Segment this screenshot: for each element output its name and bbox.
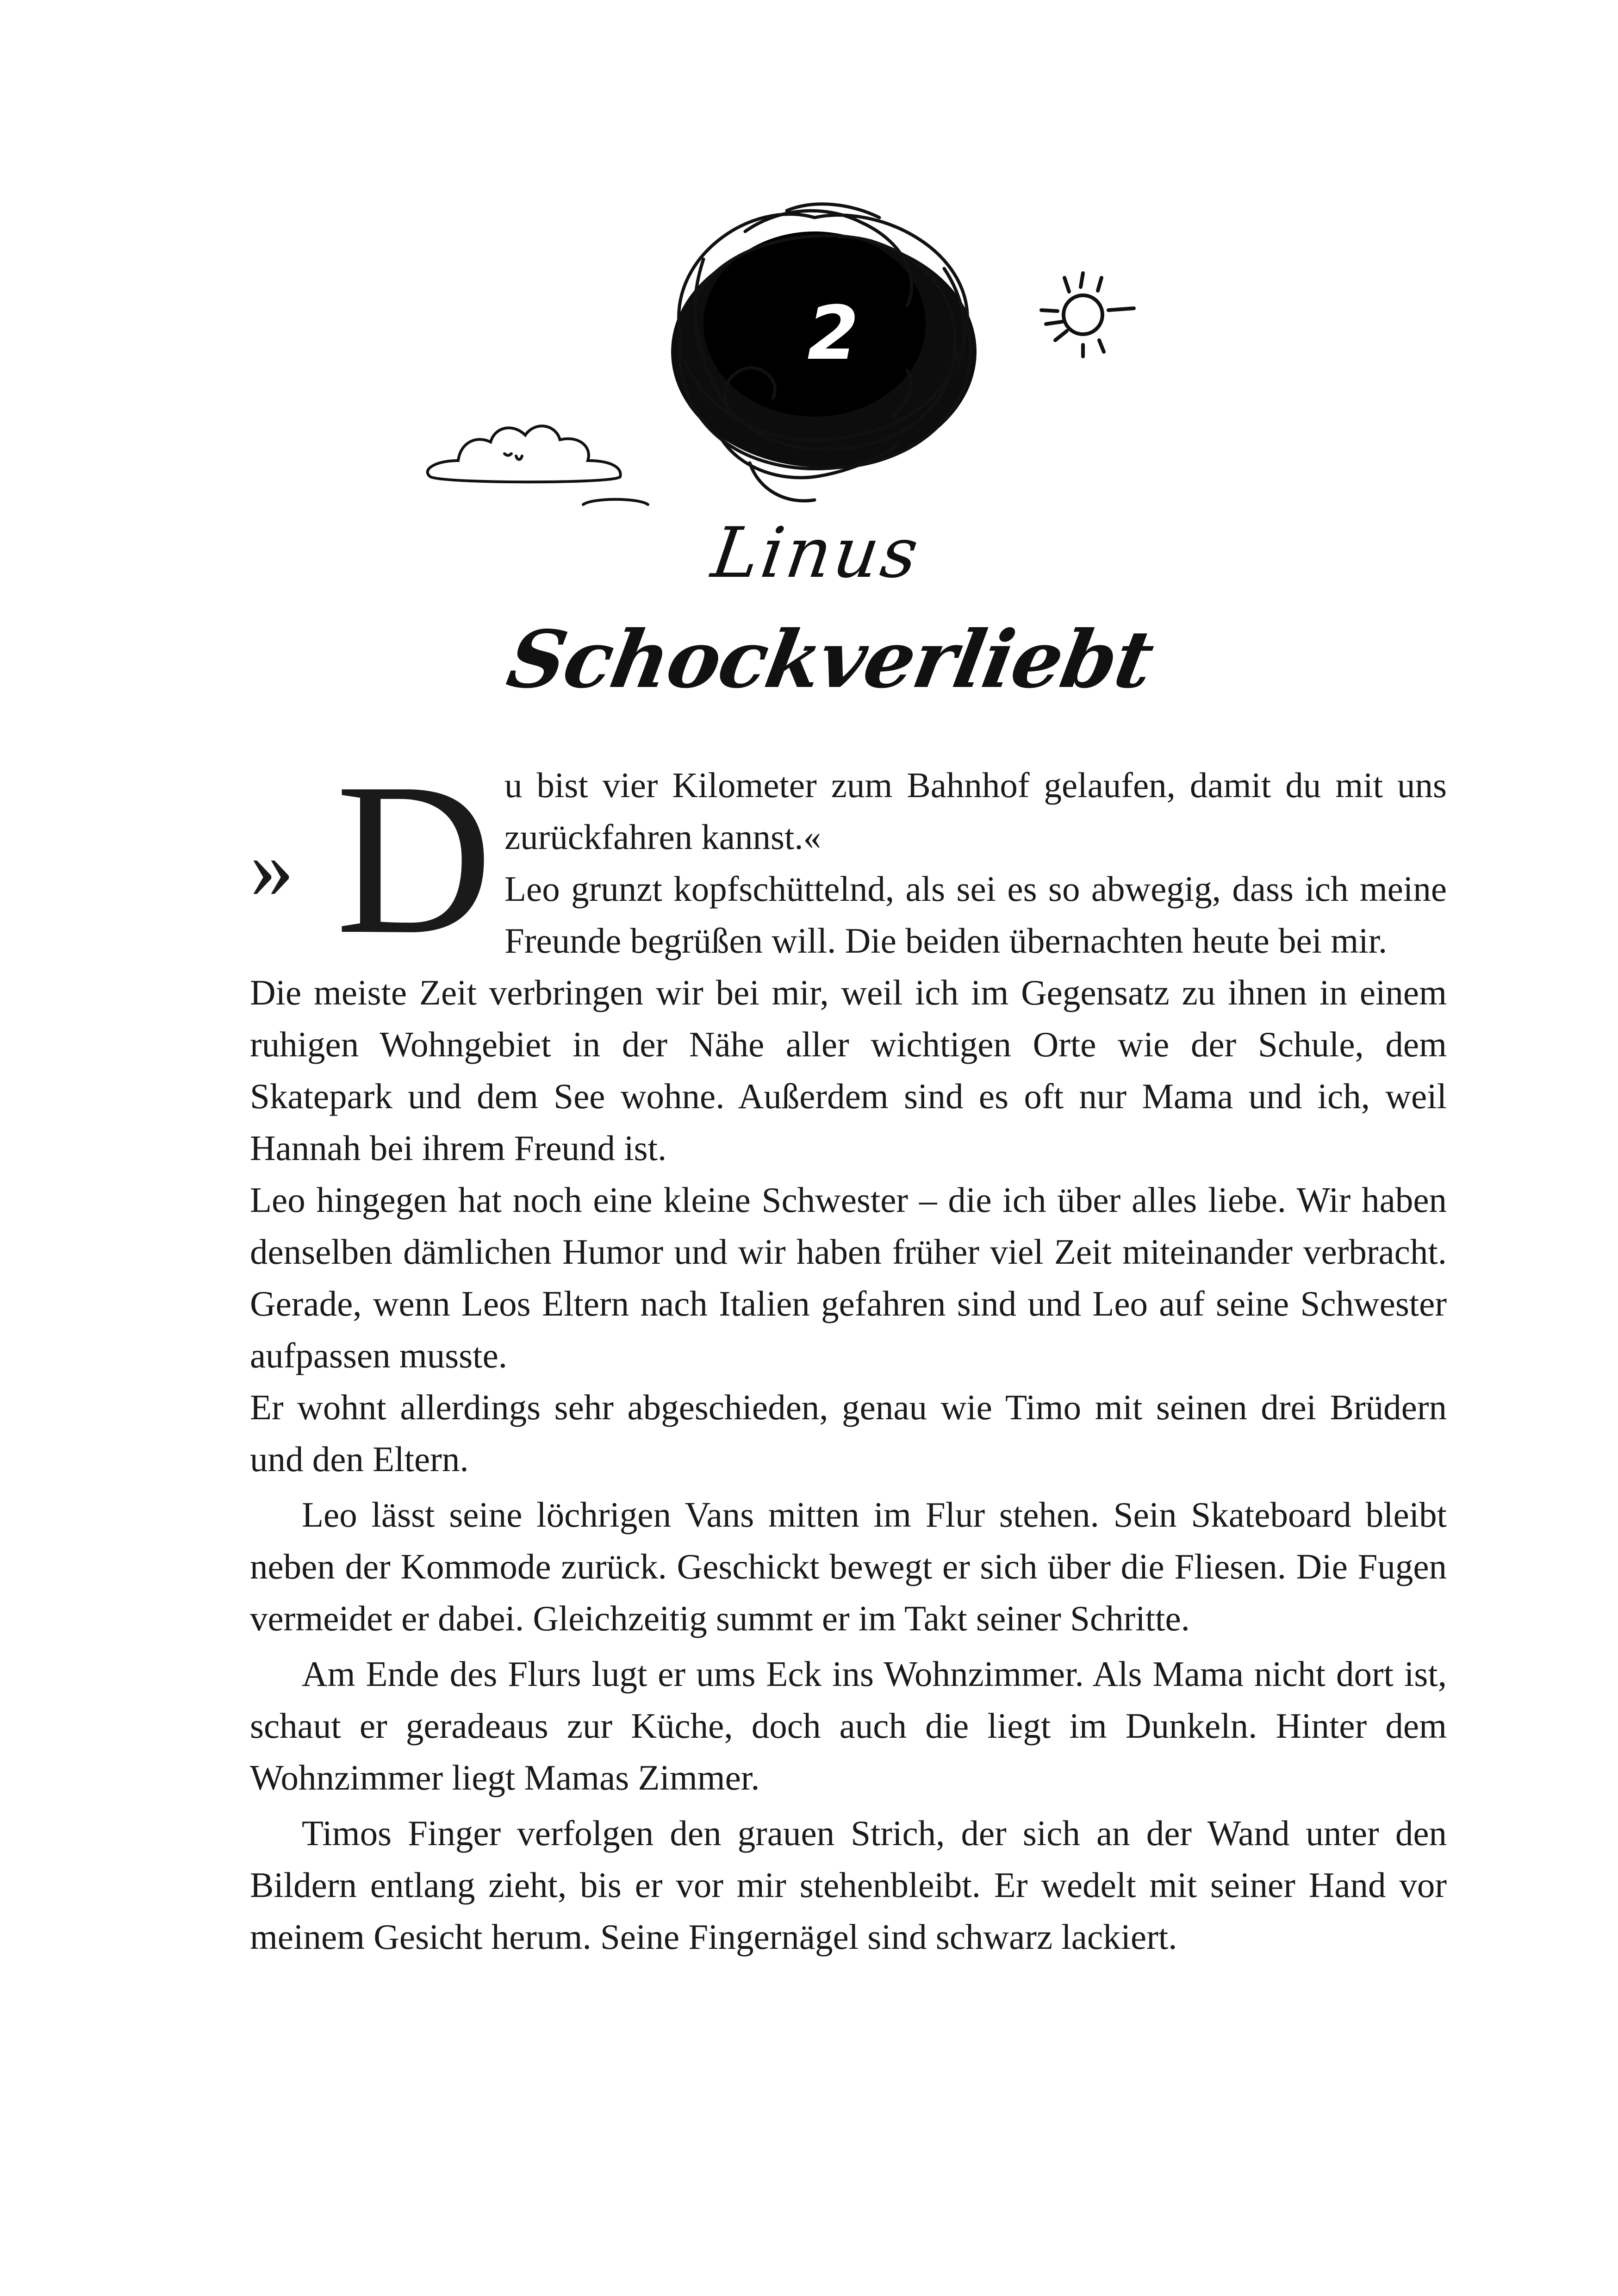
chapter-title: Schockverliebt: [501, 613, 1160, 706]
paragraph: Timos Finger verfolgen den grauen Strich, der sich an der Wand unter den Bildern entlang zieht, bis er vor mir stehenbleibt. Er wedelt mit seiner Hand vor meinem Gesicht herum. Seine Fingernägel sind schwarz lackiert.: [250, 1813, 1447, 1957]
paragraph: Er wohnt allerdings sehr abgeschieden, genau wie Timo mit seinen drei Brüdern und den Eltern.: [250, 1387, 1447, 1479]
dropcap-letter: D: [336, 738, 493, 979]
paragraph: Leo hingegen hat noch eine kleine Schwester – die ich über alles liebe. Wir haben denselben dämlichen Humor und wir haben früher viel Zeit miteinander verbracht. Gerade, wenn Leos Eltern nach Italien gefahren sind und Leo auf seine Schwester aufpassen musste.: [250, 1180, 1447, 1375]
dropcap-quote: »: [250, 819, 289, 917]
dropcap: [250, 738, 493, 979]
narrator-name: Linus: [707, 513, 926, 593]
cloud-icon: [428, 426, 648, 505]
chapter-number: 2: [807, 290, 859, 376]
chapter-body: [250, 738, 1447, 1963]
paragraph: Leo lässt seine löchrigen Vans mitten im Flur stehen. Sein Skateboard bleibt neben der Kommode zurück. Geschickt bewegt er sich über die Fliesen. Die Fugen vermeidet er dabei. Gleichzeitig summt er im Takt seiner Schritte.: [250, 1495, 1447, 1638]
paragraph: u bist vier Kilometer zum Bahnhof gelaufen, damit du mit uns zurückfahren kannst.«: [504, 765, 1447, 857]
paragraph: Am Ende des Flurs lugt er ums Eck ins Wohnzimmer. Als Mama nicht dort ist, schaut er geradeaus zur Küche, doch auch die liegt im Dunkeln. Hinter dem Wohnzimmer liegt Mamas Zimmer.: [250, 1654, 1447, 1797]
sun-icon: [1041, 273, 1134, 356]
paragraph: Leo grunzt kopfschüttelnd, als sei es so abwegig, dass ich meine Freunde begrüßen will. Die beiden übernachten heute bei mir.: [504, 869, 1447, 961]
paragraph: Die meiste Zeit verbringen wir bei mir, weil ich im Gegensatz zu ihnen in einem ruhigen Wohngebiet in der Nähe aller wichtigen Orte wie der Schule, dem Skatepark und dem See wohne. Außerdem sind es oft nur Mama und ich, weil Hannah bei ihrem Freund ist.: [250, 973, 1447, 1168]
